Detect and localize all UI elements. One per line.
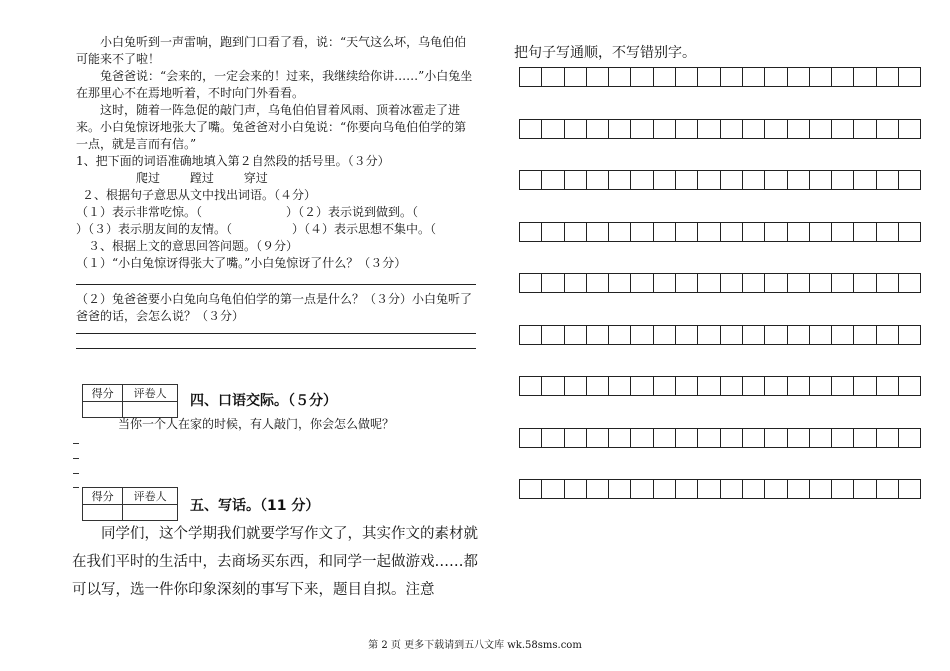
grid-cell[interactable] (810, 376, 832, 396)
grid-cell[interactable] (542, 479, 564, 499)
grid-cell[interactable] (542, 273, 564, 293)
grader-label: 评卷人 (123, 488, 178, 505)
grid-cell[interactable] (854, 325, 876, 345)
reading-paragraph-3: 这时，随着一阵急促的敲门声，乌龟伯伯冒着风雨、顶着冰雹走了进来。小白兔惊讶地张大了嘴。兔爸爸对小白兔说：“你要向乌龟伯伯学的第一点，就是言而有信。” (76, 103, 467, 151)
grid-cell[interactable] (587, 325, 609, 345)
grid-cell[interactable] (676, 170, 698, 190)
grid-cell[interactable] (542, 119, 564, 139)
grid-cell[interactable] (743, 428, 765, 448)
grid-row (519, 479, 921, 499)
grid-cell[interactable] (810, 170, 832, 190)
grid-cell[interactable] (609, 376, 631, 396)
grid-cell[interactable] (587, 428, 609, 448)
grid-cell[interactable] (899, 325, 921, 345)
word-choice: 爬过 (136, 171, 161, 185)
grid-row (519, 325, 921, 345)
grid-cell[interactable] (788, 479, 810, 499)
grid-cell[interactable] (654, 170, 676, 190)
section-5-title: 五、写话。（11 分） (190, 498, 320, 514)
grid-cell[interactable] (899, 67, 921, 87)
grid-cell[interactable] (520, 428, 542, 448)
grid-cell[interactable] (565, 325, 587, 345)
grid-cell[interactable] (877, 222, 899, 242)
grid-cell[interactable] (565, 428, 587, 448)
writing-requirement: 把句子写通顺，不写错别字。 (514, 45, 696, 61)
grid-cell[interactable] (609, 428, 631, 448)
grid-cell[interactable] (765, 325, 787, 345)
grid-cell[interactable] (587, 222, 609, 242)
grid-cell[interactable] (698, 119, 720, 139)
question-1: 1、把下面的词语准确地填入第２自然段的括号里。（３分） (76, 154, 390, 168)
grid-cell[interactable] (810, 479, 832, 499)
answer-dash (73, 487, 79, 488)
grid-cell[interactable] (676, 325, 698, 345)
grid-cell[interactable] (631, 119, 653, 139)
grid-cell[interactable] (698, 67, 720, 87)
grid-cell[interactable] (854, 67, 876, 87)
grid-cell[interactable] (854, 273, 876, 293)
grid-cell[interactable] (721, 222, 743, 242)
grid-cell[interactable] (542, 170, 564, 190)
grid-cell[interactable] (565, 170, 587, 190)
question-3-1: （１）“小白兔惊讶得张大了嘴。”小白兔惊讶了什么？（３分） (76, 256, 407, 270)
grid-cell[interactable] (654, 273, 676, 293)
grid-cell[interactable] (877, 273, 899, 293)
grid-cell[interactable] (721, 325, 743, 345)
reading-paragraph-2: 兔爸爸说：“会来的，一定会来的！过来，我继续给你讲……”小白兔坐在那里心不在焉地听着，不时向门外看看。 (76, 69, 473, 100)
grid-cell[interactable] (788, 222, 810, 242)
grid-cell[interactable] (520, 273, 542, 293)
grid-cell[interactable] (542, 67, 564, 87)
grid-cell[interactable] (832, 222, 854, 242)
grid-cell[interactable] (565, 376, 587, 396)
grid-cell[interactable] (520, 222, 542, 242)
grid-cell[interactable] (631, 479, 653, 499)
grid-cell[interactable] (854, 428, 876, 448)
grid-cell[interactable] (743, 67, 765, 87)
grid-cell[interactable] (721, 67, 743, 87)
grid-cell[interactable] (743, 222, 765, 242)
grid-cell[interactable] (899, 479, 921, 499)
grid-cell[interactable] (565, 119, 587, 139)
grid-row (519, 67, 921, 87)
grid-cell[interactable] (631, 170, 653, 190)
grid-cell[interactable] (587, 67, 609, 87)
grid-cell[interactable] (765, 222, 787, 242)
grid-cell[interactable] (698, 376, 720, 396)
grid-cell[interactable] (698, 479, 720, 499)
grid-cell[interactable] (609, 119, 631, 139)
grid-cell[interactable] (877, 428, 899, 448)
grid-cell[interactable] (587, 170, 609, 190)
grid-cell[interactable] (810, 119, 832, 139)
grid-cell[interactable] (631, 222, 653, 242)
grid-cell[interactable] (788, 428, 810, 448)
score-cell[interactable] (83, 402, 123, 418)
grid-cell[interactable] (542, 222, 564, 242)
grid-cell[interactable] (854, 376, 876, 396)
grid-cell[interactable] (609, 67, 631, 87)
page-footer: 第 2 页 更多下载请到五八文库 wk.58sms.com (368, 640, 582, 651)
grid-cell[interactable] (721, 170, 743, 190)
grid-cell[interactable] (743, 376, 765, 396)
grid-cell[interactable] (676, 479, 698, 499)
grid-cell[interactable] (788, 376, 810, 396)
grid-cell[interactable] (721, 376, 743, 396)
question-3: ３、根据上文的意思回答问题。（９分） (88, 239, 299, 253)
grid-cell[interactable] (565, 273, 587, 293)
grid-cell[interactable] (721, 479, 743, 499)
grid-cell[interactable] (698, 273, 720, 293)
grid-cell[interactable] (877, 376, 899, 396)
grid-cell[interactable] (877, 67, 899, 87)
grid-cell[interactable] (565, 222, 587, 242)
score-cell[interactable] (83, 505, 123, 521)
grid-cell[interactable] (631, 428, 653, 448)
grid-cell[interactable] (877, 479, 899, 499)
grid-cell[interactable] (542, 376, 564, 396)
section-4-prompt: 当你一个人在家的时候，有人敲门，你会怎么做呢？ (118, 417, 395, 431)
question-3-2: （２）兔爸爸要小白兔向乌龟伯伯学的第一点是什么？（３分）小白兔听了爸爸的话，会怎么说？（３分） (76, 292, 473, 323)
grid-cell[interactable] (676, 376, 698, 396)
grid-cell[interactable] (788, 273, 810, 293)
answer-dash (73, 473, 79, 474)
reading-section (76, 34, 476, 349)
grid-cell[interactable] (676, 273, 698, 293)
grid-row (519, 376, 921, 396)
grid-cell[interactable] (520, 119, 542, 139)
grid-cell[interactable] (520, 67, 542, 87)
grid-cell[interactable] (654, 428, 676, 448)
grid-cell[interactable] (832, 119, 854, 139)
grid-cell[interactable] (654, 479, 676, 499)
grid-cell[interactable] (899, 119, 921, 139)
grid-row (519, 119, 921, 139)
answer-line[interactable] (76, 272, 476, 285)
grid-cell[interactable] (765, 479, 787, 499)
grid-cell[interactable] (899, 376, 921, 396)
grid-cell[interactable] (520, 325, 542, 345)
grid-cell[interactable] (698, 222, 720, 242)
grid-cell[interactable] (832, 170, 854, 190)
grid-cell[interactable] (810, 273, 832, 293)
question-2: ２、根据句子意思从文中找出词语。（４分） (82, 188, 317, 202)
question-2-items-a: （１）表示非常吃惊。（ ）（２）表示说到做到。（ (76, 205, 419, 219)
grader-cell[interactable] (123, 505, 178, 521)
grid-cell[interactable] (765, 376, 787, 396)
grid-row (519, 428, 921, 448)
grid-cell[interactable] (788, 325, 810, 345)
grid-cell[interactable] (810, 428, 832, 448)
grid-cell[interactable] (899, 170, 921, 190)
grid-cell[interactable] (899, 222, 921, 242)
grid-cell[interactable] (765, 170, 787, 190)
grid-cell[interactable] (765, 119, 787, 139)
grid-cell[interactable] (854, 222, 876, 242)
grid-row (519, 273, 921, 293)
grid-cell[interactable] (676, 222, 698, 242)
grid-cell[interactable] (587, 479, 609, 499)
grid-cell[interactable] (654, 119, 676, 139)
grid-cell[interactable] (832, 67, 854, 87)
grid-cell[interactable] (609, 222, 631, 242)
grid-cell[interactable] (832, 325, 854, 345)
grid-cell[interactable] (765, 273, 787, 293)
grader-label: 评卷人 (123, 385, 178, 402)
grid-cell[interactable] (899, 273, 921, 293)
grid-cell[interactable] (609, 479, 631, 499)
grid-cell[interactable] (609, 170, 631, 190)
answer-dash (73, 458, 79, 459)
grid-cell[interactable] (542, 325, 564, 345)
grid-cell[interactable] (743, 170, 765, 190)
question-2-items-b: ）（３）表示朋友间的友情。（ ）（４）表示思想不集中。（ (76, 222, 437, 236)
grid-row (519, 222, 921, 242)
grid-cell[interactable] (721, 273, 743, 293)
grid-cell[interactable] (832, 428, 854, 448)
grid-cell[interactable] (788, 170, 810, 190)
word-choices (76, 170, 476, 187)
reading-paragraph-1: 小白兔听到一声雷响，跑到门口看了看，说：“天气这么坏，乌龟伯伯可能来不了啦！ (76, 35, 467, 66)
grid-cell[interactable] (654, 67, 676, 87)
grid-cell[interactable] (810, 222, 832, 242)
grid-cell[interactable] (788, 119, 810, 139)
grid-cell[interactable] (631, 376, 653, 396)
grid-cell[interactable] (854, 479, 876, 499)
grid-cell[interactable] (899, 428, 921, 448)
grid-cell[interactable] (765, 67, 787, 87)
grid-cell[interactable] (520, 376, 542, 396)
grid-cell[interactable] (854, 119, 876, 139)
grid-cell[interactable] (565, 67, 587, 87)
grid-cell[interactable] (676, 428, 698, 448)
grid-cell[interactable] (810, 67, 832, 87)
grid-row (519, 170, 921, 190)
grid-cell[interactable] (631, 67, 653, 87)
grid-cell[interactable] (609, 325, 631, 345)
grid-cell[interactable] (587, 273, 609, 293)
grid-cell[interactable] (854, 170, 876, 190)
score-box (82, 487, 178, 521)
grid-cell[interactable] (877, 170, 899, 190)
word-choice: 蹚过 (189, 171, 214, 185)
grid-cell[interactable] (587, 119, 609, 139)
grid-cell[interactable] (654, 376, 676, 396)
score-label: 得分 (83, 385, 123, 402)
grid-cell[interactable] (810, 325, 832, 345)
grid-cell[interactable] (698, 325, 720, 345)
grid-cell[interactable] (631, 273, 653, 293)
grid-cell[interactable] (832, 376, 854, 396)
grid-cell[interactable] (654, 325, 676, 345)
grid-cell[interactable] (542, 428, 564, 448)
answer-dash (73, 443, 79, 444)
grid-cell[interactable] (877, 325, 899, 345)
grid-cell[interactable] (654, 222, 676, 242)
grid-cell[interactable] (832, 479, 854, 499)
grid-cell[interactable] (721, 119, 743, 139)
answer-line[interactable] (76, 334, 476, 349)
grid-cell[interactable] (609, 273, 631, 293)
grid-cell[interactable] (877, 119, 899, 139)
grid-cell[interactable] (565, 479, 587, 499)
grid-cell[interactable] (520, 479, 542, 499)
grid-cell[interactable] (587, 376, 609, 396)
grid-cell[interactable] (676, 67, 698, 87)
grid-cell[interactable] (765, 428, 787, 448)
writing-instructions: 同学们，这个学期我们就要学写作文了，其实作文的素材就在我们平时的生活中，去商场买东西，和同学一起做游戏……都可以写，选一件你印象深刻的事写下来，题目自拟。注意 (72, 526, 478, 598)
grid-cell[interactable] (721, 428, 743, 448)
score-box (82, 384, 178, 418)
grid-cell[interactable] (788, 67, 810, 87)
grid-cell[interactable] (832, 273, 854, 293)
grid-cell[interactable] (743, 479, 765, 499)
grid-cell[interactable] (743, 325, 765, 345)
grid-cell[interactable] (698, 428, 720, 448)
grid-cell[interactable] (743, 119, 765, 139)
grid-cell[interactable] (520, 170, 542, 190)
grid-cell[interactable] (631, 325, 653, 345)
answer-line[interactable] (76, 325, 476, 334)
grid-cell[interactable] (743, 273, 765, 293)
score-label: 得分 (83, 488, 123, 505)
grid-cell[interactable] (676, 119, 698, 139)
word-choice: 穿过 (243, 171, 268, 185)
section-4-title: 四、口语交际。（５分） (190, 393, 337, 409)
grid-cell[interactable] (698, 170, 720, 190)
